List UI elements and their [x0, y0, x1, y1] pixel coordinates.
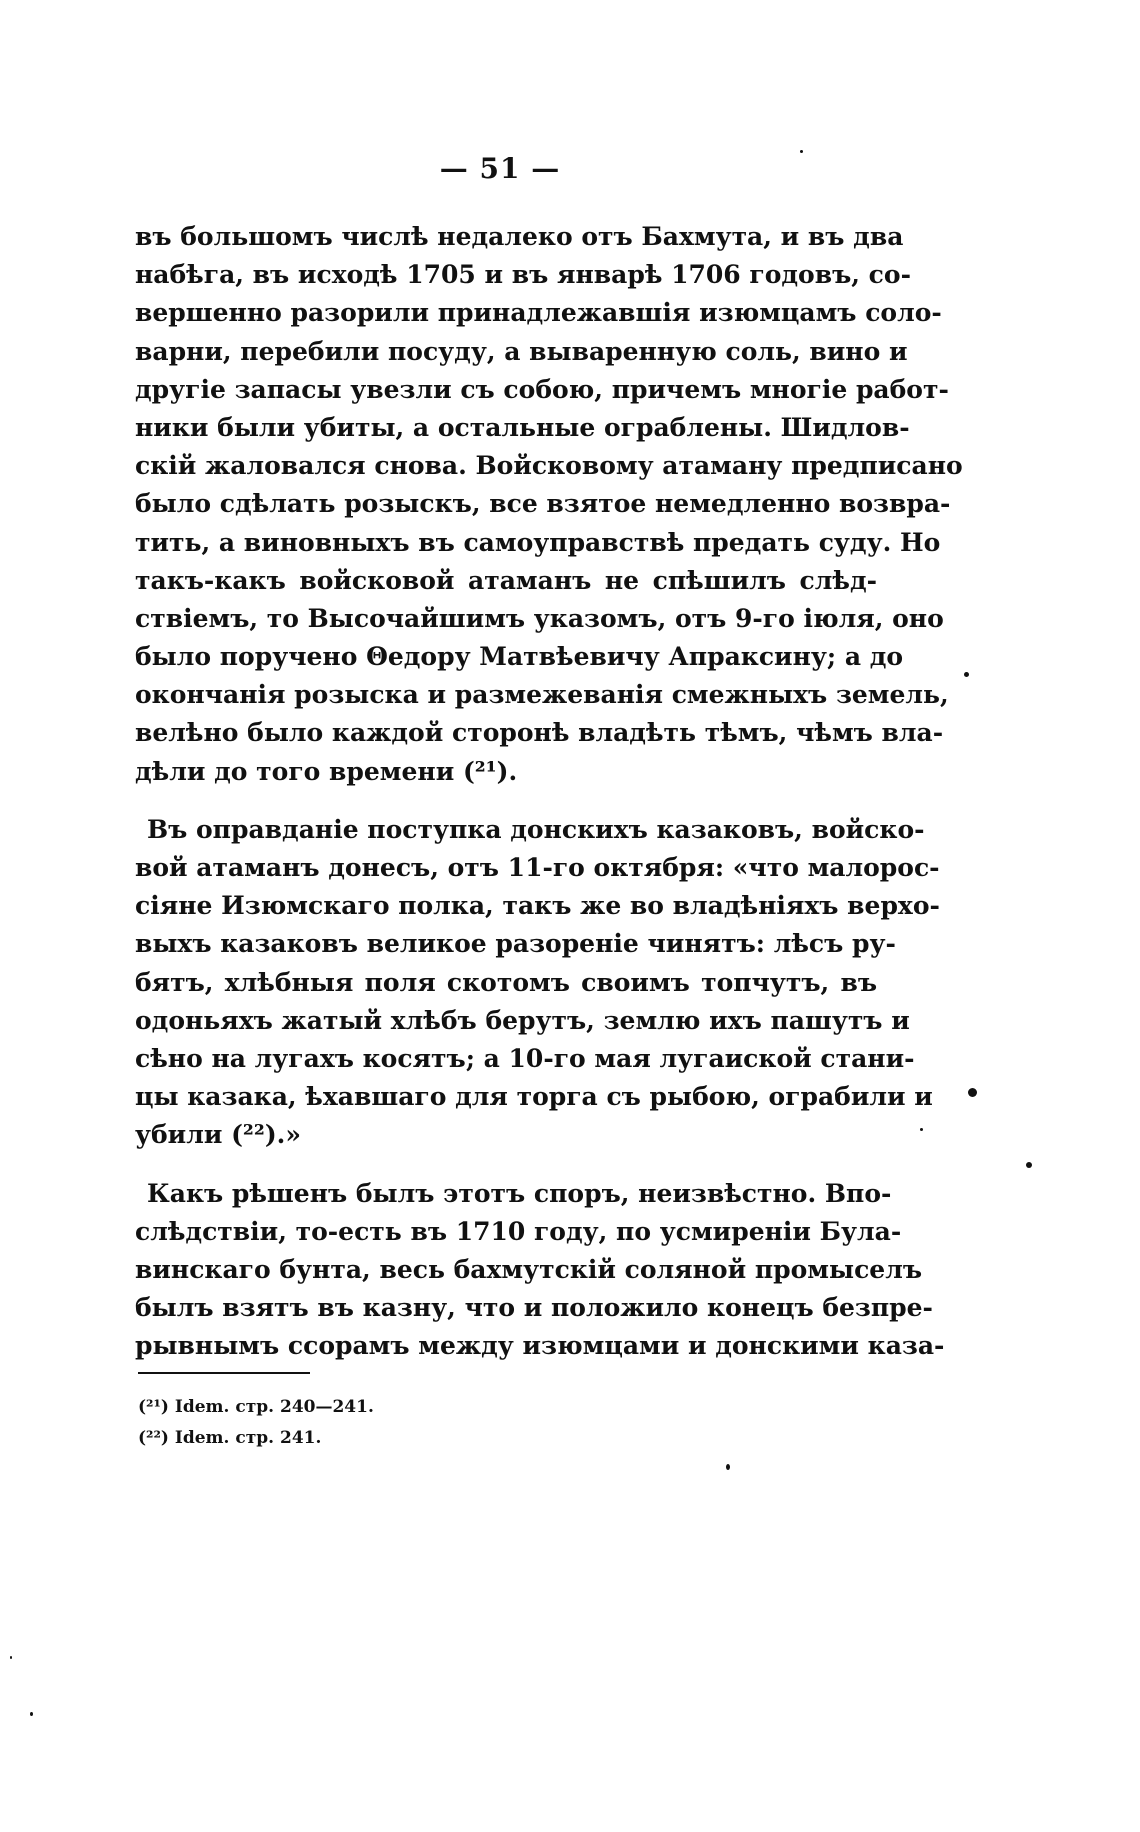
text-line: былъ взятъ въ казну, что и положило конецъ безпре-: [135, 1293, 933, 1323]
text-line: набѣга, въ исходѣ 1705 и въ январѣ 1706 годовъ, со-: [135, 260, 911, 290]
footnotes: [138, 1392, 638, 1454]
text-line: такъ-какъ войсковой атаманъ не спѣшилъ слѣд-: [135, 565, 877, 595]
text-line: въ большомъ числѣ недалеко отъ Бахмута, и въ два: [135, 222, 904, 251]
text-line: дѣли до того времени (²¹).: [135, 756, 518, 786]
text-line: скій жаловался снова. Войсковому атаману предписано: [135, 451, 963, 481]
footnote-divider: [138, 1372, 310, 1374]
text-line: слѣдствіи, то-есть въ 1710 году, по усмиреніи Була-: [135, 1216, 902, 1246]
text-line: сѣно на лугахъ косятъ; а 10-го мая лугаиской стани-: [135, 1043, 915, 1073]
text-line: было сдѣлать розыскъ, все взятое немедленно возвра-: [135, 489, 951, 519]
text-line: вершенно разорили принадлежавшія изюмцамъ соло-: [135, 298, 942, 328]
text-line: бятъ, хлѣбныя поля скотомъ своимъ топчутъ, въ: [135, 967, 877, 997]
text-line: ствіемъ, то Высочайшимъ указомъ, отъ 9-го іюля, оно: [135, 603, 944, 633]
scan-speck: [1026, 1162, 1032, 1168]
text-line: рывнымъ ссорамъ между изюмцами и донскими каза-: [135, 1331, 945, 1361]
page-number: — 51 —: [439, 152, 561, 185]
text-line: окончанія розыска и размежеванія смежныхъ земель,: [135, 680, 949, 710]
footnote: (²²) Idem. стр. 241.: [138, 1428, 322, 1448]
scan-speck: [30, 1712, 33, 1716]
text-line: было поручено Θедору Матвѣевичу Апраксину; а до: [135, 642, 904, 672]
scan-speck: [726, 1464, 730, 1470]
body-text: [135, 218, 963, 1365]
text-line: Въ оправданіе поступка донскихъ казаковъ, войско-: [147, 814, 925, 844]
text-line: винскаго бунта, весь бахмутскій соляной промыселъ: [135, 1254, 923, 1284]
text-line: цы казака, ѣхавшаго для торга съ рыбою, ограбили и: [135, 1082, 933, 1112]
scan-speck: [10, 1656, 12, 1659]
scan-speck: [920, 1128, 923, 1131]
text-line: одоньяхъ жатый хлѣбъ берутъ, землю ихъ пашутъ и: [135, 1005, 910, 1035]
scan-speck: [968, 1088, 977, 1097]
text-line: выхъ казаковъ великое разореніе чинятъ: лѣсъ ру-: [135, 929, 896, 959]
text-line: убили (²²).»: [135, 1120, 301, 1150]
text-line: вой атаманъ донесъ, отъ 11-го октября: «что малорос-: [135, 853, 940, 882]
text-line: Какъ рѣшенъ былъ этотъ споръ, неизвѣстно. Впо-: [147, 1178, 892, 1208]
footnote: (²¹) Idem. стр. 240—241.: [138, 1397, 374, 1417]
paragraph-gap: [135, 1155, 877, 1175]
text-line: ники были убиты, а остальные ограблены. Шидлов-: [135, 412, 910, 442]
text-line: тить, а виновныхъ въ самоуправствѣ предать суду. Но: [135, 527, 941, 557]
scan-speck: [964, 672, 969, 677]
text-line: варни, перебили посуду, а вываренную соль, вино и: [135, 336, 908, 366]
scan-speck: [800, 150, 803, 153]
paragraph-gap: [135, 791, 877, 811]
text-line: велѣно было каждой сторонѣ владѣть тѣмъ, чѣмъ вла-: [135, 718, 944, 748]
text-line: другіе запасы увезли съ собою, причемъ многіе работ-: [135, 374, 949, 404]
text-line: сіяне Изюмскаго полка, такъ же во владѣніяхъ верхо-: [135, 891, 940, 921]
